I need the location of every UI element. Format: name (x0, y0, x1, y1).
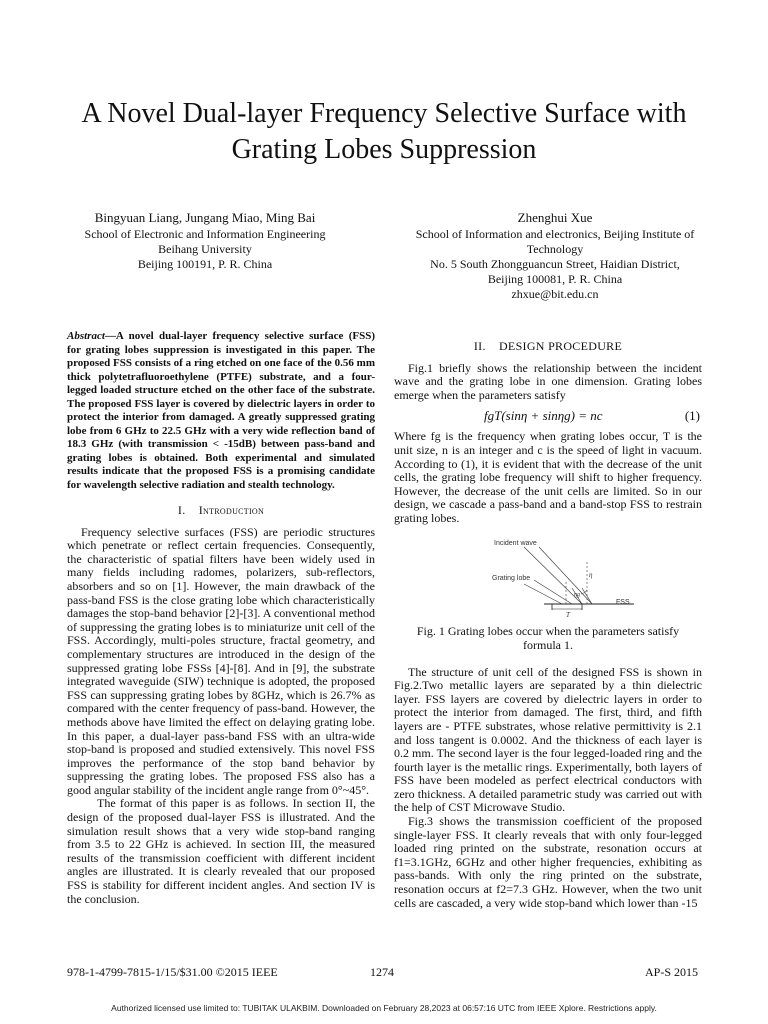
abstract (67, 330, 375, 492)
right-column (394, 340, 702, 910)
author-block-left (60, 210, 350, 272)
design-paragraph-3: The structure of unit cell of the designed FSS is shown in Fig.2.Two metallic layers are separated by a thin dielectric layer. FSS layers are covered by dielectric layers in order to protect the interior from damaged. The first, third, and fifth layers are - PTFE substrates, whose relative permittivity is 2.1 and loss tangent is 0.0002. And the thickness of each layer is 0.2 mm. The second layer is the four legged-loaded ring and the fourth layer is the metallic rings. Experimentally, both layers of FSS have been modeled as perfect electrical conductors with zero thickness. A detailed parametric study was carried out with the help of CST Microwave Studio. (394, 664, 702, 815)
design-paragraph-2: Where fg is the frequency when grating lobes occur, T is the unit size, n is an integer and c is the speed of light in vacuum. According to (1), it is evident that with the decrease of the unit cells, the grating lobe frequency will shift to higher frequency. However, the decrease of the unit cells are limited. So in our design, we cascade a pass-band and a band-stop FSS to restrain grating lobes. (394, 429, 702, 525)
footer-conference: AP-S 2015 (645, 965, 699, 979)
section-heading-introduction (67, 504, 375, 518)
left-column (67, 330, 375, 906)
abstract-text: —A novel dual-layer frequency selective surface (FSS) for grating lobes suppression is investigated in this paper. The proposed FSS consists of a ring etched on one face of the 0.56 mm thick polytetrafluoroethylene (PTFE) substrate, and a four-legged loaded structure etched on the other face of the substrate. The proposed FSS layer is covered by dielectric layers in order to protect the interior from damaged. A greatly suppressed grating lobe from 6 GHz to 22.5 GHz with a very wide reflection band of 18.3 GHz (with transmission < -15dB) between pass-band and grating lobes is obtained. Both experimental and simulated results indicate that the proposed FSS is a promising candidate for wavelength selective radiation and stealth technology. (67, 330, 375, 491)
author-block-right (390, 210, 720, 302)
fss-label: FSS (616, 598, 630, 606)
design-paragraph-1: Fig.1 briefly shows the relationship between the incident wave and the grating lobe in one dimension. Grating lobes emerge when the parameters satisfy (394, 360, 702, 402)
title-line-1: A Novel Dual-layer Frequency Selective Surface with (81, 98, 687, 129)
author-names: Bingyuan Liang, Jungang Miao, Ming Bai (94, 210, 316, 225)
affiliation-line: Beijing 100191, P. R. China (137, 257, 273, 271)
caption-line: Fig. 1 Grating lobes occur when the parameters satisfy (416, 623, 680, 638)
period-label: T (566, 610, 570, 618)
author-names: Zhenghui Xue (517, 210, 593, 225)
equation-number: (1) (684, 408, 700, 424)
equation-expression: fgT(sinη + sinηg) = nc (484, 408, 603, 424)
section-title: Introduction (198, 503, 265, 517)
footer-page-number: 1274 (370, 965, 394, 979)
figure-1 (394, 532, 702, 618)
affiliation-line: School of Electronic and Information Engineering (84, 227, 326, 241)
section-number: I. (177, 503, 186, 517)
license-notice: Authorized licensed use limited to: TUBITAK ULAKBIM. Downloaded on February 28,2023 at 06:57:16 UTC from IEEE Xplore. Restrictions apply. (111, 1003, 657, 1013)
abstract-lead: Abstract (67, 330, 105, 342)
footer-isbn: 978-1-4799-7815-1/15/$31.00 ©2015 IEEE (67, 965, 278, 979)
intro-paragraph-2: The format of this paper is as follows. In section II, the design of the proposed dual-layer FSS is illustrated. And the simulation result shows that a very wide stop-band ranging from 3.5 to 22 GHz is achieved. In section III, the measured results of the transmission coefficient with different incident angles are illustrated. It is clearly revealed that our proposed FSS is stability for different incident angles. And section IV is the conclusion. (67, 796, 375, 906)
affiliation-line: Beihang University (158, 242, 252, 256)
caption-line: formula 1. (523, 637, 573, 652)
intro-paragraph-1: Frequency selective surfaces (FSS) are periodic structures which penetrate or reflect certain frequencies. Consequently, the characteristic of spatial filters have been widely used in many fields including radomes, polarizers, sub-reflectors, absorbers and so on [1]. However, the main drawback of the pass-band FSS is the close grating lobe which characteristically damages the stop-band behavior [2]-[3]. A conventional method of suppressing the grating lobes is to miniaturize unit cell of the FSS. Accordingly, multi-poles structure, fractal geometry, and complementary structures are introduced in the design of the suppressed grating lobe FSSs [4]-[8]. And in [9], the substrate integrated waveguide (SIW) technique is adopted, the proposed FSS can suppressing grating lobes by 8GHz, which is 26.7% as compared with the center frequency of pass-band. However, the methods above have limited the effect on delaying grating lobe. In this paper, a dual-layer pass-band FSS with an ultra-wide stop-band is proposed and studied extensively. This novel FSS improves the performance of the stop band behavior by suppressing the grating lobes. The proposed FSS also has a good angular stability of the incident angle range from 0°~45°. (67, 524, 375, 797)
grating-lobe-label: Grating lobe (492, 574, 531, 582)
section-heading-design (394, 340, 702, 354)
title-line-2: Grating Lobes Suppression (231, 134, 537, 165)
author-email: zhxue@bit.edu.cn (511, 287, 599, 301)
angle-etag-label: ηg (574, 591, 580, 598)
affiliation-line: No. 5 South Zhongguancun Street, Haidian District, (430, 257, 680, 271)
angle-eta-label: η (589, 570, 593, 579)
incident-rays (524, 547, 592, 604)
design-paragraph-4: Fig.3 shows the transmission coefficient of the proposed single-layer FSS. It clearly reveals that with only four-legged loaded ring printed on the substrate, resonation occurs at f1=3.1GHz, 6GHz and other higher frequencies, exhibiting as pass-bands. With only the ring printed on the substrate, resonation occurs at f2=7.3 GHz. However, when the two unit cells are cascaded, a very wide stop-band which lower than -15 (394, 814, 702, 910)
affiliation-line: Beijing 100081, P. R. China (487, 272, 623, 286)
affiliation-line: School of Information and electronics, Beijing Institute of (415, 227, 695, 241)
equation-1 (394, 406, 702, 428)
grating-lobe-diagram (394, 532, 702, 618)
paper-title (0, 96, 768, 168)
affiliation-line: Technology (526, 242, 584, 256)
section-number: II. (473, 339, 486, 353)
figure-1-caption (394, 624, 702, 652)
section-title: DESIGN PROCEDURE (498, 339, 623, 353)
incident-wave-label: Incident wave (494, 539, 537, 547)
